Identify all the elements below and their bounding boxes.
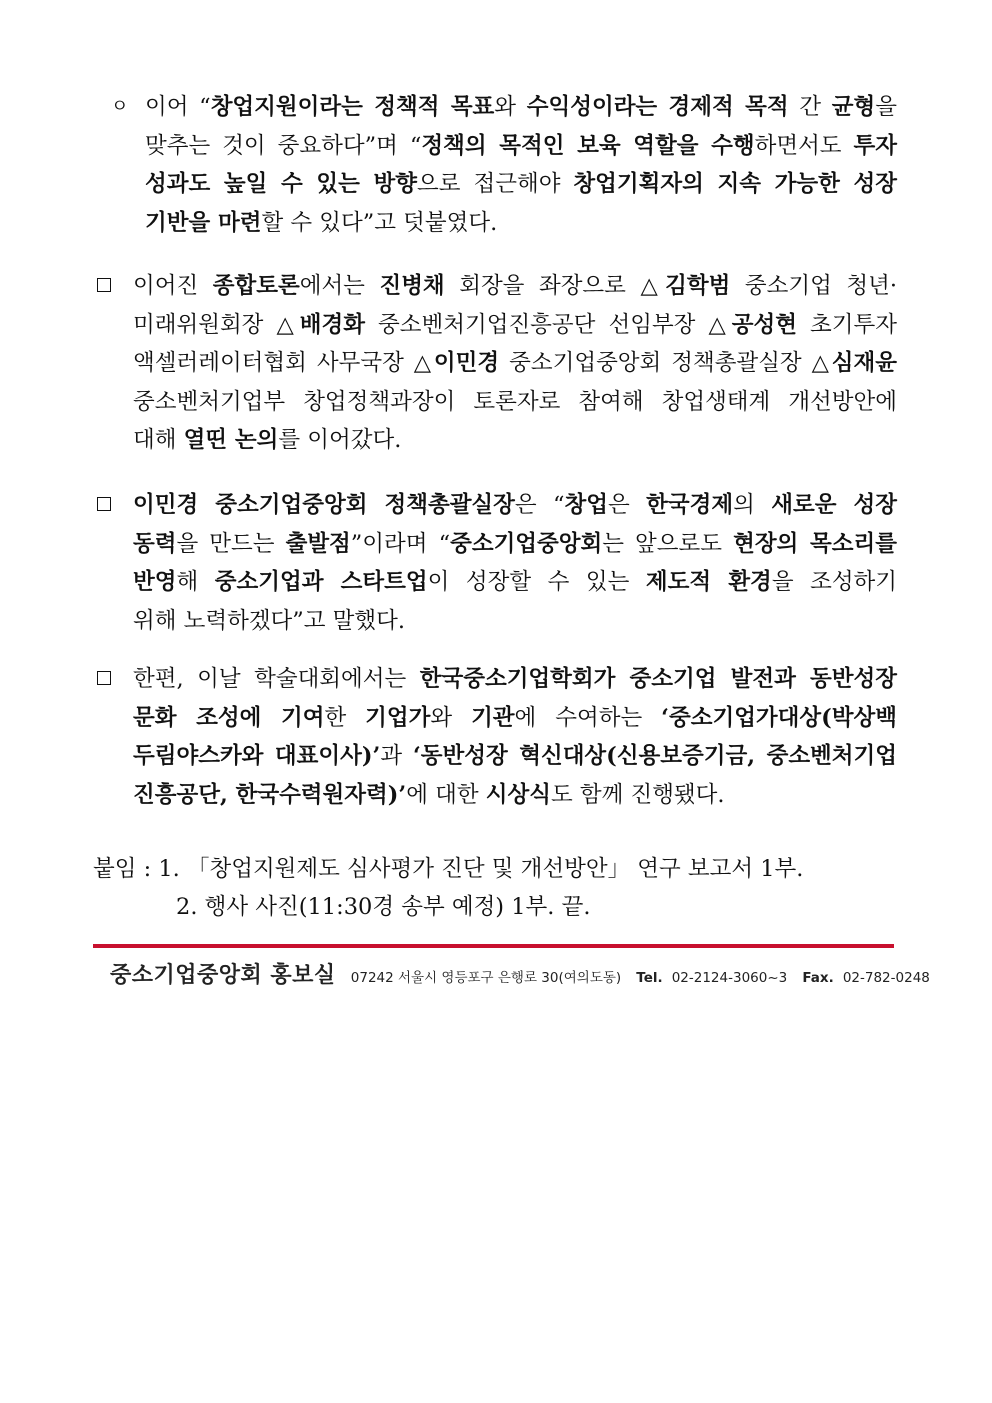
text-run: 액셀러레이터협회 사무국장 (133, 350, 414, 376)
bold-text: 제도적 환경 (645, 569, 772, 595)
text-run: 위해 노력하겠다”고 말했다. (133, 607, 406, 634)
bold-text: 공성현 (731, 311, 797, 338)
text-run: 에 대한 (406, 781, 486, 808)
bold-text: 창업기획자의 지속 가능한 성장 (573, 171, 897, 197)
bold-text: 기관 (471, 704, 515, 731)
footer-divider (93, 944, 894, 948)
text-line (133, 525, 897, 564)
footer-org-name: 중소기업중앙회 홍보실 (110, 963, 336, 988)
bold-text: 김학범 (665, 273, 731, 299)
bold-text: 성과도 높일 수 있는 방향 (145, 171, 418, 197)
bold-text: 창업 (564, 492, 609, 518)
paragraph-award-ceremony (133, 660, 897, 814)
square-bullet-icon (97, 671, 111, 685)
text-run: 을 (875, 94, 898, 120)
text-run: 와 (494, 94, 527, 120)
attachment-item: 붙임 : 1. 「창업지원제도 심사평가 진단 및 개선방안」 연구 보고서 1부. (93, 856, 804, 882)
bold-text: 진병채 (379, 273, 445, 299)
text-line (145, 88, 897, 127)
bold-text: ‘동반성장 혁신대상(신용보증기금, 중소벤처기업 (412, 743, 897, 769)
text-run: 이어진 (133, 273, 213, 299)
text-line (133, 737, 897, 776)
text-run: 간 (788, 94, 832, 120)
text-line (145, 127, 897, 166)
text-line (133, 267, 897, 306)
attachment-list (93, 850, 803, 926)
footer-fax: 02-782-0248 (842, 970, 930, 986)
text-run: 한편, 이날 학술대회에서는 (133, 666, 420, 692)
bold-text: 균형 (831, 94, 876, 120)
text-run: 해 (176, 569, 215, 595)
text-run: 미래위원회장 △ (133, 311, 300, 338)
bold-text: 시상식 (485, 781, 551, 808)
bold-text: △이민경 (413, 350, 500, 376)
text-run: 에 수여하는 (514, 704, 662, 731)
bold-text: 심재윤 (831, 350, 897, 376)
text-line (133, 602, 897, 641)
bold-text: 종합토론 (212, 273, 300, 299)
bold-text: 문화 조성에 기여 (133, 704, 325, 731)
text-run: 한 (324, 704, 366, 731)
bold-text: 한국중소기업학회가 중소기업 발전과 동반성장 (419, 666, 897, 692)
bold-text: 현장의 목소리를 (733, 530, 897, 557)
text-run: 에서는 (299, 273, 380, 299)
text-run: 이어 “ (145, 94, 211, 120)
text-run: 의 (733, 492, 772, 518)
text-line (133, 306, 897, 345)
footer-address: 07242 서울시 영등포구 은행로 30(여의도동) (350, 970, 622, 986)
text-line (133, 776, 897, 815)
text-run: ”이라며 “ (350, 530, 451, 557)
text-run: 은 (608, 492, 647, 518)
bold-text: 정책의 목적인 보육 역할을 수행 (421, 132, 755, 159)
footer-tel-label: Tel. (636, 970, 663, 986)
text-run: 할 수 있다”고 덧붙였다. (261, 209, 498, 236)
bold-text: 창업지원이라는 정책적 목표 (210, 94, 495, 120)
text-run: 와 (430, 704, 472, 731)
footer (110, 958, 930, 989)
text-run: 으로 접근해야 (417, 171, 574, 197)
bold-text: 중소기업중앙회 (450, 530, 603, 557)
text-run: 중소기업중앙회 정책총괄실장 △ (499, 350, 832, 376)
text-line (133, 699, 897, 738)
footer-tel: 02-2124-3060~3 (671, 970, 788, 986)
text-line (133, 421, 897, 460)
attachment-item: 2. 행사 사진(11:30경 송부 예정) 1부. 끝. (176, 894, 591, 920)
bold-text: 이민경 중소기업중앙회 정책총괄실장 (133, 492, 515, 518)
text-run: 회장을 좌장으로 △ (444, 273, 666, 299)
bold-text: 열띤 논의 (183, 427, 279, 453)
bold-text: 기반을 마련 (145, 209, 262, 236)
bold-text: 출발점 (285, 530, 351, 557)
text-line (145, 204, 897, 243)
text-run: 맞추는 것이 중요하다”며 “ (145, 132, 422, 159)
bold-text: 반영 (133, 569, 177, 595)
text-run: 을 만드는 (176, 530, 286, 557)
text-line (145, 165, 897, 204)
text-run: 이 성장할 수 있는 (427, 569, 646, 595)
bold-text: 한국경제 (646, 492, 734, 518)
square-bullet-icon (97, 497, 111, 511)
bold-text: 두림야스카와 대표이사)’ (133, 743, 381, 769)
text-run: 도 함께 진행됐다. (550, 781, 725, 808)
text-run: 는 앞으로도 (602, 530, 734, 557)
bold-text: 기업가 (365, 704, 431, 731)
square-bullet-icon (97, 278, 111, 292)
bold-text: ‘중소기업가대상(박상백 (661, 704, 897, 731)
bold-text: 배경화 (299, 311, 365, 338)
paragraph-quote (133, 486, 897, 640)
text-line (133, 383, 897, 422)
paragraph-panel-discussion (133, 267, 897, 460)
text-run: 중소벤처기업부 창업정책과장이 토론자로 참여해 창업생태계 개선방안에 (133, 388, 897, 415)
text-run: 을 조성하기 (771, 569, 898, 595)
bold-text: 새로운 성장 (771, 492, 898, 518)
text-run: 과 (380, 743, 413, 769)
footer-fax-label: Fax. (802, 970, 834, 986)
text-run: 중소기업 청년· (730, 273, 898, 299)
text-line (133, 486, 897, 525)
text-run: 은 “ (514, 492, 565, 518)
bold-text: 수익성이라는 경제적 목적 (526, 94, 789, 120)
bold-text: 투자 (853, 132, 898, 159)
text-line (133, 660, 897, 699)
bold-text: 진흥공단, 한국수력원자력)’ (133, 781, 407, 808)
text-line (133, 563, 897, 602)
bold-text: 중소기업과 스타트업 (214, 569, 428, 595)
bold-text: 동력 (133, 530, 177, 557)
text-run: 대해 (133, 427, 184, 453)
circle-bullet-icon: ㅇ (111, 96, 129, 117)
text-run: 초기투자 (796, 311, 897, 338)
sub-bullet-paragraph (111, 88, 898, 242)
text-line (133, 344, 897, 383)
text-run: 를 이어갔다. (278, 427, 402, 453)
text-run: 중소벤처기업진흥공단 선임부장 △ (364, 311, 732, 338)
text-run: 하면서도 (754, 132, 854, 159)
